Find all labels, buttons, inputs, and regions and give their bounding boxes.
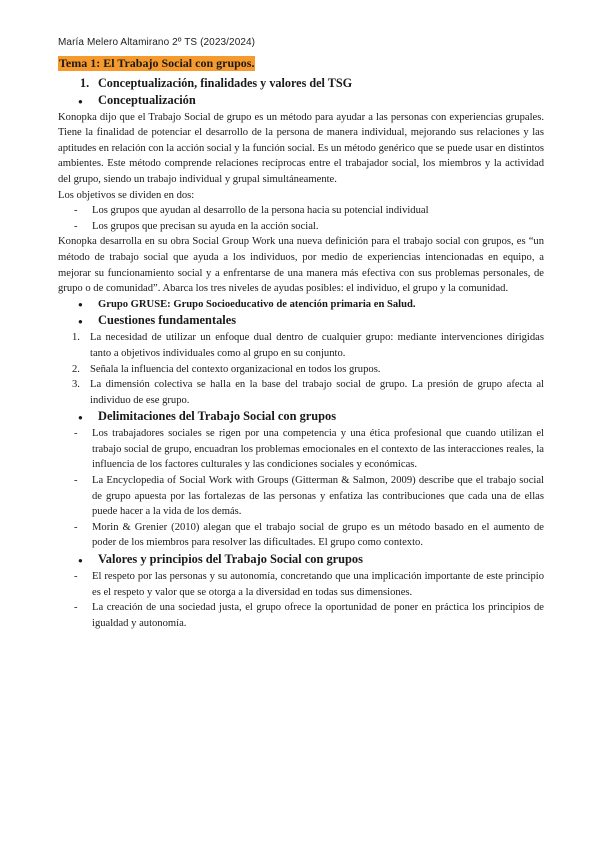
gruse-bullet: ● Grupo GRUSE: Grupo Socioeducativo de atención primaria en Salud. <box>58 297 544 313</box>
page-header: María Melero Altamirano 2º TS (2023/2024) <box>58 37 256 48</box>
list-item: - Los grupos que precisan su ayuda en la acción social. <box>74 220 319 232</box>
list-item: - El respeto por las personas y su autonomía, concretando que una implicación importante de este principio es el respeto y valor que se otorga a la diversidad en todas sus dimensiones. <box>74 571 544 598</box>
list-item: - Los grupos que ayudan al desarrollo de la persona hacia su potencial individual <box>74 205 429 217</box>
bullet-icon: ● <box>78 317 83 327</box>
paragraph: Konopka dijo que el Trabajo Social de grupo es un método para ayudar a las personas con experiencias grupales. Tiene la finalidad de potenciar el desarrollo de la persona de manera individual, mejorando sus relaciones y las aptitudes en relación con la acción social y la función social. Es un método genérico que se puede usar en distintos ambientes. Este método comprende relaciones recíprocas entre el trabajador social, los miembros y la actividad del grupo, siendo un trabajo individual y grupal simultáneamente. <box>58 111 544 185</box>
bullet-icon: ● <box>78 299 83 309</box>
list-item: - La creación de una sociedad justa, el grupo ofrece la oportunidad de poner en práctica los principios de igualdad y autonomía. <box>74 602 544 629</box>
document-title: Tema 1: El Trabajo Social con grupos. <box>59 56 255 70</box>
list-item: 3. La dimensión colectiva se halla en la base del trabajo social de grupo. La presión de grupo afecta al individuo de ese grupo. <box>72 379 544 406</box>
paragraph: Los objetivos se dividen en dos: <box>58 189 195 201</box>
list-item: - La Encyclopedia of Social Work with Groups (Gitterman & Salmon, 2009) describe que el trabajo social de grupo apuesta por las fortalezas de las personas y enfatiza las contribuciones que cada una de ellas puede hacer a la vida de los demás. <box>74 475 544 518</box>
section-number: 1. <box>80 75 90 90</box>
section-heading <box>58 75 544 92</box>
subsection-heading-conceptualizacion: ● Conceptualización <box>58 92 544 110</box>
subsection-heading-delimitaciones: ● Delimitaciones del Trabajo Social con grupos <box>58 408 544 426</box>
objetivos-list <box>58 203 544 234</box>
bullet-icon: ● <box>78 96 83 106</box>
bullet-icon: ● <box>78 556 83 566</box>
list-item: 2. Señala la influencia del contexto organizacional en todos los grupos. <box>72 363 381 375</box>
cuestiones-list <box>58 330 544 408</box>
delimitaciones-list <box>58 426 544 551</box>
subsection-heading-valores: ● Valores y principios del Trabajo Social con grupos <box>58 551 544 569</box>
list-item: - Morin & Grenier (2010) alegan que el trabajo social de grupo es un método basado en el aumento de poder de los miembros para resolver las dificultades. El grupo como contexto. <box>74 521 544 549</box>
section-title: Conceptualización, finalidades y valores del TSG <box>98 75 353 90</box>
document-title-row <box>58 56 544 73</box>
bullet-icon: ● <box>78 413 83 423</box>
document-body <box>58 56 544 631</box>
paragraph: Konopka desarrolla en su obra Social Group Work una nueva definición para el trabajo social con grupos, es “un método de trabajo social que ayuda a los individuos, por medio de experiencias intencionadas en equipo, a mejorar su funcionamiento social y a enfrentarse de una manera más efectiva con sus problemas personales, de grupo o de comunidad”. Abarca los tres niveles de ayudas posibles: el individuo, el grupo y la comunidad. <box>58 236 544 295</box>
list-item: - Los trabajadores sociales se rigen por una competencia y una ética profesional que cuando utilizan el trabajo social de grupo, encuadran los problemas emocionales en el contexto de las interacciones reales, la influencia de los factores culturales y las condiciones sociales y económicas. <box>74 428 544 471</box>
subsection-heading-cuestiones: ● Cuestiones fundamentales <box>58 312 544 330</box>
valores-list <box>58 569 544 631</box>
list-item: 1. La necesidad de utilizar un enfoque dual dentro de cualquier grupo: mediante intervenciones dirigidas tanto a objetivos individuales como al grupo en su conjunto. <box>72 332 544 359</box>
